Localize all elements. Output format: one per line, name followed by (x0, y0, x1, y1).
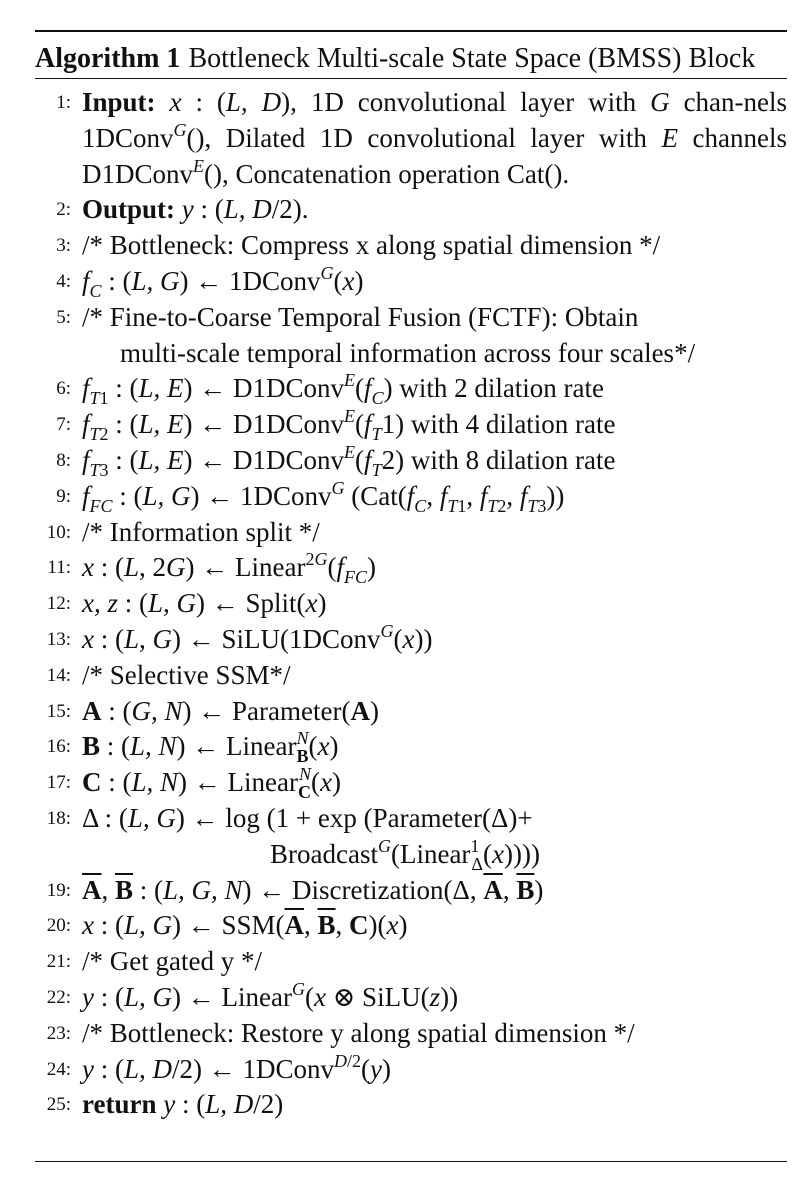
algorithm-caption (35, 32, 787, 78)
algo-line-7 (35, 407, 787, 443)
line-comment (82, 300, 787, 372)
line-number: 5: (56, 306, 71, 328)
algo-line-11 (35, 550, 787, 586)
algo-line-10 (35, 515, 787, 551)
line-content: x : (L, 2G) ← $Linear^{2G}(f_{FC})$ (82, 549, 376, 588)
line-content: $f_C$ : (L, G) ← 1DConv$^G$(x) (82, 262, 364, 301)
algo-line-6 (35, 371, 787, 407)
line-number: 12: (46, 593, 71, 615)
caption-label: Algorithm 1 (35, 43, 181, 74)
line-number: 3: (56, 235, 71, 257)
line-content: A : (G, N) ← Parameter(A) (82, 695, 379, 726)
bottom-rule (35, 1161, 787, 1162)
line-content: C : (L, N) ← Linear$_C^N$(x) (82, 764, 341, 803)
line-comment: /* Information split */ (82, 516, 320, 547)
line-content: return y : (L, D/2) (82, 1089, 284, 1120)
algo-line-12 (35, 586, 787, 622)
line-number: 4: (56, 270, 71, 292)
algo-line-20 (35, 908, 787, 944)
line-content: Output: y : (L, D/2). (82, 194, 309, 225)
line-comment: /* Get gated y */ (82, 946, 262, 977)
line-content: $f_{T3}$ : (L, E) ← $D1DConv^E(f_T2)$ with 8 dilation rate (82, 441, 616, 480)
line-number: 14: (46, 664, 71, 686)
line-content: y : (L, D/2) ← 1DConv$^{D/2}$(y) (82, 1050, 391, 1084)
output-keyword: Output: (82, 194, 176, 225)
input-keyword: Input: (82, 87, 156, 117)
caption-title: Bottleneck Multi-scale State Space (BMSS) Block (188, 43, 756, 74)
algo-line-5 (35, 300, 787, 372)
line-content: Input: x : (L, D), 1D convolutional layer with G chan-nels 1DConv$^G$(), Dilated 1D convolutional layer with E channels D1DConv$^E$(), Concatenation operation Cat(). (82, 87, 788, 189)
line-number: 1: (56, 92, 71, 113)
algo-line-15 (35, 694, 787, 730)
algorithm-block (35, 30, 787, 1123)
algo-line-14 (35, 658, 787, 694)
algo-line-9 (35, 479, 787, 515)
line-number: 23: (46, 1022, 71, 1044)
line-content: x : (L, G) ← SiLU(1DConv$^G$(x)) (82, 620, 433, 654)
line-comment: /* Bottleneck: Compress x along spatial dimension */ (82, 230, 661, 261)
line-number: 15: (46, 700, 71, 722)
line-number: 17: (46, 772, 71, 794)
line-content: Δ : (L, G) ← log (1 + exp (Parameter(Δ)+ Broadcast$^G$(Linear$^1_\Delta$(x)))) (82, 802, 540, 874)
line-number: 7: (56, 414, 71, 436)
comment-part-1: /* Fine-to-Coarse Temporal Fusion (FCTF): Obtain (82, 301, 639, 332)
line-number: 19: (46, 879, 71, 901)
line-number: 8: (56, 449, 71, 471)
line-number: 22: (46, 986, 71, 1008)
line-number: 16: (46, 736, 71, 758)
algo-line-25 (35, 1087, 787, 1123)
algo-line-8 (35, 443, 787, 479)
line-number: 13: (46, 628, 71, 650)
algo-line-19 (35, 873, 787, 909)
algo-line-16 (35, 729, 787, 765)
algo-line-3 (35, 228, 787, 264)
algo-line-13 (35, 622, 787, 658)
line-comment: /* Selective SSM*/ (82, 659, 291, 690)
line-number: 20: (46, 915, 71, 937)
algo-line-1 (35, 85, 787, 192)
line-number: 25: (46, 1094, 71, 1116)
algo-line-24 (35, 1052, 787, 1088)
line-number: 10: (46, 521, 71, 543)
algo-line-22 (35, 980, 787, 1016)
algo-line-2 (35, 192, 787, 228)
line-content: $f_{T2}$ : (L, E) ← $D1DConv^E(f_T1)$ with 4 dilation rate (82, 406, 616, 445)
line-content: B : (L, N) ← Linear$_B^N$(x) (82, 728, 339, 767)
line-number: 2: (56, 199, 71, 221)
algo-line-18 (35, 801, 787, 873)
return-keyword: return (82, 1089, 157, 1120)
algo-line-4 (35, 264, 787, 300)
line-number: 18: (46, 807, 71, 829)
line-content: $f_{T1}$ : (L, E) ← $D1DConv^E(f_C)$ with 2 dilation rate (82, 370, 605, 409)
line-content: x : (L, G) ← $SSM(\overline{A}$, $\overline{B}$, C)(x) (82, 910, 408, 941)
comment-part-2: multi-scale temporal information across four scales*/ (120, 337, 696, 368)
line-number: 24: (46, 1058, 71, 1080)
line-comment: /* Bottleneck: Restore y along spatial dimension */ (82, 1017, 635, 1048)
algorithm-lines (35, 79, 787, 1123)
algo-line-17 (35, 765, 787, 801)
algo-line-23 (35, 1016, 787, 1052)
algo-line-21 (35, 944, 787, 980)
line-content: $f_{FC}$ : (L, G) ← 1DConv$^G$ ($Cat(f_C$, $f_{T1}$, $f_{T2}$, $f_{T3}$)) (82, 477, 565, 516)
line-number: 6: (56, 378, 71, 400)
line-content: x, z : (L, G) ← Split(x) (82, 588, 327, 619)
line-content: $\overline{A}$, $\overline{B}$ : (L, G, N) ← Discretization(Δ, $\overline{A}$, $\overline{B}$) (82, 874, 544, 905)
line-number: 9: (56, 485, 71, 507)
line-number: 21: (46, 951, 71, 973)
line-number: 11: (47, 557, 71, 579)
line-content: y : (L, G) ← Linear$^G$(x ⊗ SiLU(z)) (82, 978, 459, 1012)
